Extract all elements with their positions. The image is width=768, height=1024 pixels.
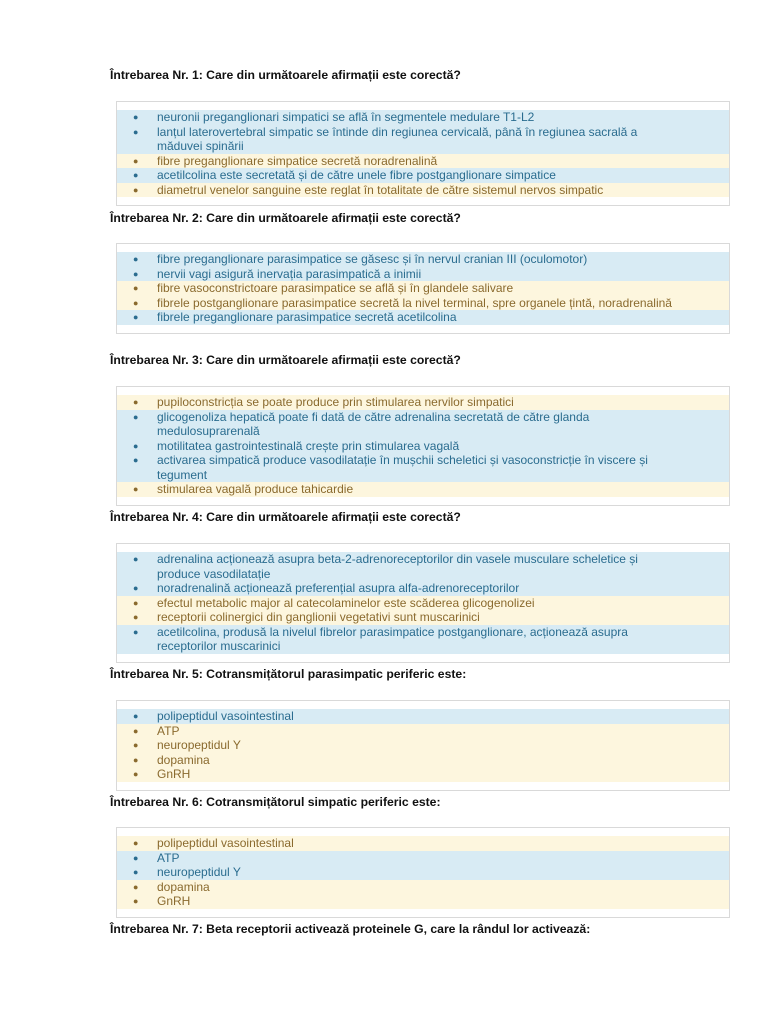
answer-text: activarea simpatică produce vasodilatație în mușchii scheletici și vasoconstricție în viscere și tegument (157, 453, 648, 482)
answer-item (117, 767, 729, 782)
answer-text: pupiloconstricția se poate produce prin stimularea nervilor simpatici (157, 395, 514, 409)
question-3-answers (116, 386, 730, 506)
bullet-icon: ● (133, 725, 139, 736)
bullet-icon: ● (133, 484, 139, 494)
answer-text: motilitatea gastrointestinală crește prin stimularea vagală (157, 438, 460, 453)
bullet-icon: ● (133, 297, 139, 308)
answer-text: neuropeptidul Y (157, 865, 241, 879)
answer-text: acetilcolina, produsă la nivelul fibrelor parasimpatice postganglionare, acționează asupra receptorilor muscarinici (157, 624, 628, 653)
answer-item (117, 709, 729, 724)
answer-text: acetilcolina este secretată și de către unele fibre postganglionare simpatice (157, 168, 556, 182)
bullet-icon: ● (133, 554, 139, 564)
bullet-icon: ● (133, 126, 139, 137)
bullet-icon: ● (133, 254, 139, 264)
question-5-title: Întrebarea Nr. 5: Cotransmițătorul parasimpatic periferic este: (110, 667, 467, 681)
answer-text: fibrele preganglionare parasimpatice secretă acetilcolina (157, 310, 457, 324)
answer-text: neuropeptidul Y (157, 738, 241, 752)
bullet-icon: ● (133, 440, 139, 451)
question-6-answers (116, 827, 730, 918)
bullet-icon: ● (133, 155, 139, 166)
answer-text: fibrele postganglionare parasimpatice secretă la nivel terminal, spre organele țintă, noradrenalină (157, 295, 672, 310)
answer-item (117, 753, 729, 768)
question-1-answers (116, 101, 730, 206)
answer-item (117, 880, 729, 895)
bullet-icon: ● (133, 881, 139, 892)
answer-text: neuronii preganglionari simpatici se află în segmentele medulare T1-L2 (157, 110, 535, 124)
bullet-icon: ● (133, 455, 139, 465)
answer-text: fibre vasoconstrictoare parasimpatice se află și în glandele salivare (157, 281, 514, 295)
bullet-icon: ● (133, 312, 139, 322)
answer-item (117, 395, 729, 410)
bullet-icon: ● (133, 896, 139, 906)
answer-item (117, 125, 729, 154)
answer-text: adrenalina acționează asupra beta-2-adrenoreceptorilor din vasele musculare scheletice și produce vasodilatație (157, 552, 638, 581)
answer-item (117, 738, 729, 753)
answer-item (117, 410, 729, 439)
question-6-title: Întrebarea Nr. 6: Cotransmițătorul simpatic periferic este: (110, 795, 441, 809)
answer-item (117, 310, 729, 325)
bullet-icon: ● (133, 740, 139, 750)
answer-item (117, 267, 729, 282)
answer-item (117, 851, 729, 866)
bullet-icon: ● (133, 612, 139, 622)
answer-text: dopamina (157, 879, 210, 894)
answer-item (117, 596, 729, 611)
bullet-icon: ● (133, 411, 139, 422)
question-3-title: Întrebarea Nr. 3: Care din următoarele afirmații este corectă? (110, 353, 461, 367)
question-5-answers (116, 700, 730, 791)
bullet-icon: ● (133, 769, 139, 779)
bullet-icon: ● (133, 170, 139, 180)
answer-text: fibre preganglionare parasimpatice se găsesc și în nervul cranian III (oculomotor) (157, 252, 588, 266)
bullet-icon: ● (133, 711, 139, 721)
answer-item (117, 610, 729, 625)
bullet-icon: ● (133, 852, 139, 863)
answer-text: receptorii colinergici din ganglionii vegetativi sunt muscarinici (157, 610, 480, 624)
bullet-icon: ● (133, 838, 139, 848)
answer-text: fibre preganglionare simpatice secretă noradrenalină (157, 153, 438, 168)
answer-item (117, 724, 729, 739)
answer-item (117, 625, 729, 654)
answer-item (117, 154, 729, 169)
answer-text: stimularea vagală produce tahicardie (157, 482, 354, 496)
bullet-icon: ● (133, 626, 139, 637)
answer-text: nervii vagi asigură inervația parasimpatică a inimii (157, 266, 422, 281)
bullet-icon: ● (133, 397, 139, 407)
answer-item (117, 110, 729, 125)
answer-text: diametrul venelor sanguine este reglat în totalitate de către sistemul nervos simpatic (157, 182, 604, 197)
answer-item (117, 894, 729, 909)
bullet-icon: ● (133, 268, 139, 279)
answer-item (117, 581, 729, 596)
question-1-title: Întrebarea Nr. 1: Care din următoarele afirmații este corectă? (110, 68, 461, 82)
answer-text: glicogenoliza hepatică poate fi dată de către adrenalina secretată de către glanda medulosuprarenală (157, 409, 590, 438)
answer-item (117, 836, 729, 851)
question-2-answers (116, 243, 730, 334)
question-4-answers (116, 543, 730, 663)
answer-text: noradrenalină acționează preferențial asupra alfa-adrenoreceptorilor (157, 581, 520, 595)
answer-text: lanțul laterovertebral simpatic se întinde din regiunea cervicală, până în regiunea sacrală a măduvei spinării (157, 124, 638, 153)
answer-item (117, 439, 729, 454)
answer-text: polipeptidul vasointestinal (157, 709, 294, 723)
question-2-title: Întrebarea Nr. 2: Care din următoarele afirmații este corectă? (110, 211, 461, 225)
answer-text: GnRH (157, 894, 191, 908)
answer-item (117, 281, 729, 296)
bullet-icon: ● (133, 184, 139, 195)
answer-text: efectul metabolic major al catecolaminelor este scăderea glicogenolizei (157, 595, 535, 610)
bullet-icon: ● (133, 583, 139, 593)
question-4-title: Întrebarea Nr. 4: Care din următoarele afirmații este corectă? (110, 510, 461, 524)
answer-item (117, 183, 729, 198)
answer-item (117, 296, 729, 311)
answer-item (117, 453, 729, 482)
question-7-title: Întrebarea Nr. 7: Beta receptorii activează proteinele G, care la rândul lor activează: (110, 922, 591, 936)
answer-text: ATP (157, 723, 180, 738)
answer-item (117, 865, 729, 880)
answer-text: dopamina (157, 752, 210, 767)
answer-item (117, 552, 729, 581)
answer-text: polipeptidul vasointestinal (157, 836, 294, 850)
answer-item (117, 482, 729, 497)
bullet-icon: ● (133, 283, 139, 293)
bullet-icon: ● (133, 597, 139, 608)
bullet-icon: ● (133, 754, 139, 765)
answer-text: ATP (157, 850, 180, 865)
bullet-icon: ● (133, 112, 139, 122)
answer-item (117, 168, 729, 183)
answer-item (117, 252, 729, 267)
bullet-icon: ● (133, 867, 139, 877)
answer-text: GnRH (157, 767, 191, 781)
